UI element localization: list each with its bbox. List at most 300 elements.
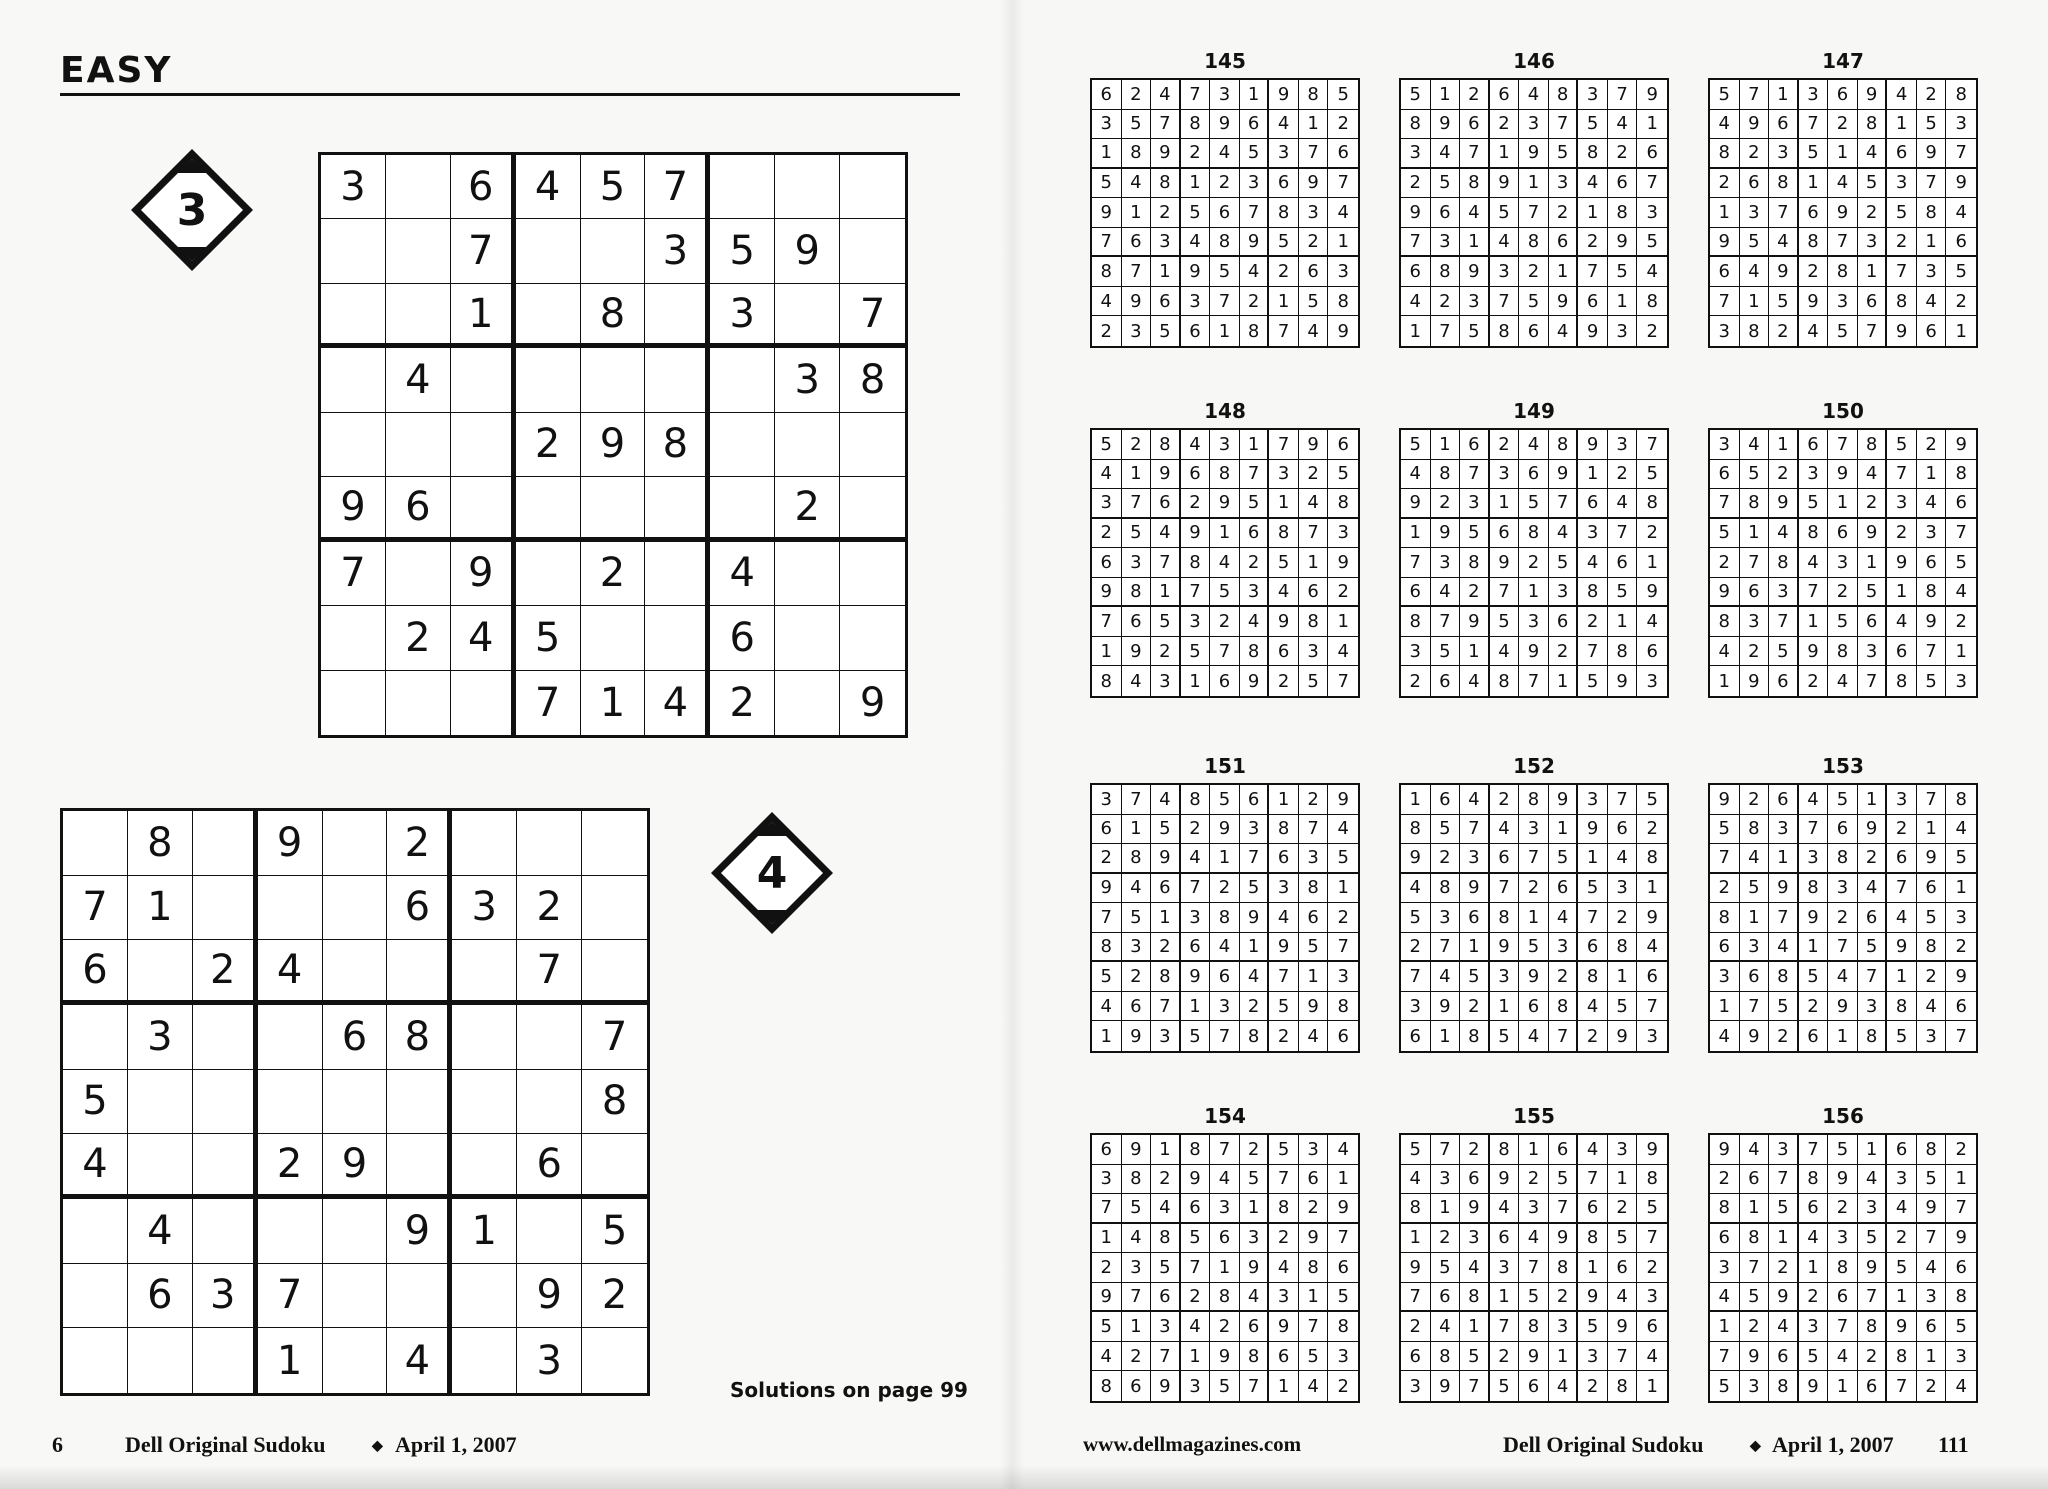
sudoku-cell <box>452 940 517 1005</box>
solution-grid <box>1399 428 1669 698</box>
solution-cell: 3 <box>1431 548 1461 578</box>
solution-cell: 5 <box>1769 637 1799 667</box>
solution-cell: 9 <box>1151 1371 1181 1401</box>
solution-cell: 7 <box>1269 316 1299 346</box>
solution-cell: 4 <box>1637 607 1667 637</box>
solution-cell: 4 <box>1431 962 1461 992</box>
solution-cell: 8 <box>1887 666 1917 696</box>
solution-cell: 2 <box>1519 874 1549 904</box>
solution-number: 146 <box>1513 49 1555 73</box>
solution-cell: 3 <box>1490 962 1520 992</box>
solution-cell: 1 <box>1092 637 1122 667</box>
sudoku-cell <box>321 284 386 348</box>
sudoku-cell: 4 <box>710 542 775 606</box>
solution-cell: 3 <box>1608 316 1638 346</box>
solution-cell: 1 <box>1490 1283 1520 1313</box>
solution-cell: 2 <box>1710 548 1740 578</box>
solution-cell: 2 <box>1092 519 1122 549</box>
solution-cell: 4 <box>1858 874 1888 904</box>
solution-cell: 1 <box>1710 992 1740 1022</box>
solution-cell: 8 <box>1608 1371 1638 1401</box>
solution-cell: 7 <box>1946 1194 1976 1224</box>
solution-cell: 7 <box>1299 139 1329 169</box>
solution-cell: 3 <box>1490 460 1520 490</box>
solution-grid <box>1090 783 1360 1053</box>
solution-cell: 2 <box>1740 637 1770 667</box>
solution-cell: 3 <box>1549 578 1579 608</box>
solution-cell: 3 <box>1519 110 1549 140</box>
solution-cell: 4 <box>1401 874 1431 904</box>
sudoku-cell <box>323 1264 388 1329</box>
sudoku-cell: 6 <box>451 155 516 219</box>
solution-cell: 3 <box>1122 316 1152 346</box>
solution-cell: 7 <box>1122 785 1152 815</box>
solution-cell: 8 <box>1549 992 1579 1022</box>
sudoku-cell <box>451 477 516 541</box>
solution-cell: 3 <box>1181 287 1211 317</box>
solution-cell: 9 <box>1637 80 1667 110</box>
solution-cell: 1 <box>1210 1253 1240 1283</box>
solution-cell: 3 <box>1769 578 1799 608</box>
solution-cell: 8 <box>1946 460 1976 490</box>
sudoku-cell <box>323 1070 388 1135</box>
solution-cell: 8 <box>1460 1021 1490 1051</box>
solution-grid <box>1708 428 1978 698</box>
sudoku-cell: 1 <box>581 671 646 735</box>
solution-cell: 3 <box>1122 548 1152 578</box>
solution-cell: 3 <box>1328 1342 1358 1372</box>
solution-cell: 7 <box>1549 1021 1579 1051</box>
solution-cell: 6 <box>1549 228 1579 258</box>
solution-cell: 6 <box>1740 1165 1770 1195</box>
solution-cell: 1 <box>1740 903 1770 933</box>
sudoku-cell <box>387 1264 452 1329</box>
solution-cell: 5 <box>1887 198 1917 228</box>
solution-cell: 5 <box>1240 139 1270 169</box>
solution-cell: 1 <box>1828 1371 1858 1401</box>
solution-cell: 8 <box>1299 80 1329 110</box>
solution-cell: 8 <box>1151 1224 1181 1254</box>
solution-cell: 9 <box>1151 460 1181 490</box>
solution-cell: 1 <box>1092 1021 1122 1051</box>
solution-cell: 3 <box>1828 1224 1858 1254</box>
sudoku-cell <box>451 671 516 735</box>
puzzle-grid-4 <box>60 808 650 1396</box>
sudoku-cell <box>323 1199 388 1264</box>
solution-cell: 8 <box>1490 903 1520 933</box>
solution-cell: 3 <box>1799 460 1829 490</box>
solution-cell: 4 <box>1858 139 1888 169</box>
solution-cell: 4 <box>1431 578 1461 608</box>
solution-cell: 2 <box>1151 637 1181 667</box>
solution-cell: 7 <box>1769 1165 1799 1195</box>
solution-cell: 7 <box>1799 815 1829 845</box>
solution-cell: 9 <box>1210 489 1240 519</box>
solution-cell: 2 <box>1092 316 1122 346</box>
solution-cell: 1 <box>1578 198 1608 228</box>
solution-block <box>1708 1103 1978 1403</box>
solution-cell: 1 <box>1210 844 1240 874</box>
sudoku-cell <box>582 1134 647 1199</box>
solution-cell: 9 <box>1858 519 1888 549</box>
sudoku-cell <box>452 1070 517 1135</box>
solution-cell: 4 <box>1240 962 1270 992</box>
solution-cell: 2 <box>1092 1253 1122 1283</box>
solution-cell: 3 <box>1299 844 1329 874</box>
solution-cell: 8 <box>1490 1135 1520 1165</box>
solution-cell: 2 <box>1092 844 1122 874</box>
solution-cell: 7 <box>1549 1194 1579 1224</box>
solution-cell: 3 <box>1210 1194 1240 1224</box>
solution-cell: 4 <box>1946 815 1976 845</box>
solution-cell: 5 <box>1151 607 1181 637</box>
solution-cell: 1 <box>1328 874 1358 904</box>
solution-cell: 5 <box>1460 962 1490 992</box>
solution-cell: 9 <box>1122 637 1152 667</box>
sudoku-cell: 9 <box>323 1134 388 1199</box>
solution-cell: 8 <box>1299 874 1329 904</box>
solution-cell: 7 <box>1917 785 1947 815</box>
solution-cell: 4 <box>1887 607 1917 637</box>
solution-cell: 3 <box>1740 933 1770 963</box>
sudoku-cell: 3 <box>128 1005 193 1070</box>
solution-cell: 8 <box>1151 169 1181 199</box>
solution-cell: 4 <box>1740 430 1770 460</box>
solution-cell: 1 <box>1299 110 1329 140</box>
sudoku-cell <box>517 1005 582 1070</box>
solution-cell: 4 <box>1858 460 1888 490</box>
solution-cell: 9 <box>1710 785 1740 815</box>
solution-cell: 2 <box>1769 316 1799 346</box>
solution-cell: 6 <box>1210 666 1240 696</box>
solution-cell: 5 <box>1917 1165 1947 1195</box>
solution-cell: 6 <box>1710 1224 1740 1254</box>
solution-cell: 7 <box>1740 1253 1770 1283</box>
solution-cell: 2 <box>1858 1342 1888 1372</box>
solution-cell: 9 <box>1578 316 1608 346</box>
solution-cell: 8 <box>1460 548 1490 578</box>
solution-cell: 6 <box>1490 844 1520 874</box>
solution-cell: 6 <box>1946 992 1976 1022</box>
solution-cell: 7 <box>1299 1312 1329 1342</box>
solution-cell: 1 <box>1401 519 1431 549</box>
solution-cell: 5 <box>1328 460 1358 490</box>
sudoku-cell <box>645 542 710 606</box>
solution-cell: 5 <box>1181 198 1211 228</box>
solution-cell: 9 <box>1799 637 1829 667</box>
sudoku-cell: 2 <box>710 671 775 735</box>
solution-cell: 8 <box>1740 1224 1770 1254</box>
solution-cell: 9 <box>1578 1283 1608 1313</box>
solution-cell: 7 <box>1210 1135 1240 1165</box>
solution-cell: 9 <box>1710 228 1740 258</box>
solution-cell: 5 <box>1328 1283 1358 1313</box>
solution-cell: 7 <box>1858 962 1888 992</box>
solution-cell: 2 <box>1181 1283 1211 1313</box>
date-right: April 1, 2007 <box>1772 1432 1894 1457</box>
solution-cell: 6 <box>1092 815 1122 845</box>
solution-cell: 8 <box>1328 287 1358 317</box>
solution-cell: 9 <box>1460 874 1490 904</box>
page-bottom-shadow <box>0 1465 2048 1489</box>
solutions-note: Solutions on page 99 <box>730 1378 968 1402</box>
solution-cell: 6 <box>1887 1135 1917 1165</box>
solution-cell: 8 <box>1092 666 1122 696</box>
solution-cell: 7 <box>1240 844 1270 874</box>
solution-cell: 1 <box>1328 607 1358 637</box>
solution-cell: 5 <box>1092 962 1122 992</box>
solution-cell: 7 <box>1269 430 1299 460</box>
sudoku-cell <box>452 1264 517 1329</box>
solution-cell: 2 <box>1799 1283 1829 1313</box>
solution-cell: 9 <box>1637 1135 1667 1165</box>
solution-cell: 1 <box>1858 1135 1888 1165</box>
solution-cell: 7 <box>1401 962 1431 992</box>
solution-cell: 5 <box>1858 578 1888 608</box>
solution-cell: 6 <box>1269 1342 1299 1372</box>
sudoku-cell <box>193 876 258 941</box>
solution-cell: 2 <box>1210 1312 1240 1342</box>
solution-cell: 1 <box>1490 139 1520 169</box>
solution-cell: 6 <box>1151 489 1181 519</box>
solution-cell: 2 <box>1401 1312 1431 1342</box>
solution-cell: 4 <box>1955 1375 1967 1397</box>
solution-cell: 1 <box>1578 1253 1608 1283</box>
solution-cell: 4 <box>1799 548 1829 578</box>
solution-cell: 9 <box>1240 1253 1270 1283</box>
solution-cell: 3 <box>1490 257 1520 287</box>
sudoku-cell: 6 <box>323 1005 388 1070</box>
sudoku-cell <box>193 1070 258 1135</box>
solution-cell: 5 <box>1637 785 1667 815</box>
solution-cell: 8 <box>1240 637 1270 667</box>
solution-cell: 5 <box>1578 666 1608 696</box>
solution-cell: 4 <box>1181 228 1211 258</box>
solution-cell: 2 <box>1401 666 1431 696</box>
solution-cell: 5 <box>1578 1312 1608 1342</box>
solution-cell: 3 <box>1431 228 1461 258</box>
solution-cell: 4 <box>1299 316 1329 346</box>
solution-block <box>1399 398 1669 698</box>
solution-cell: 7 <box>1122 257 1152 287</box>
solution-cell: 1 <box>1519 903 1549 933</box>
solution-cell: 7 <box>1828 228 1858 258</box>
solution-cell: 9 <box>1549 460 1579 490</box>
solution-cell: 5 <box>1401 903 1431 933</box>
solution-cell: 9 <box>1608 666 1638 696</box>
solution-cell: 8 <box>1637 1165 1667 1195</box>
solution-cell: 4 <box>1122 1224 1152 1254</box>
solution-cell: 9 <box>1210 815 1240 845</box>
solution-cell: 3 <box>1401 992 1431 1022</box>
solution-cell: 8 <box>1122 1165 1152 1195</box>
solution-cell: 3 <box>1799 80 1829 110</box>
solution-cell: 9 <box>1799 1371 1829 1401</box>
solution-cell: 6 <box>1181 933 1211 963</box>
solution-cell: 3 <box>1578 1342 1608 1372</box>
solution-cell: 2 <box>1858 198 1888 228</box>
solution-cell: 2 <box>1710 874 1740 904</box>
sudoku-cell: 4 <box>128 1199 193 1264</box>
solution-cell: 1 <box>1710 198 1740 228</box>
solution-cell: 3 <box>1740 198 1770 228</box>
solution-cell: 6 <box>1578 489 1608 519</box>
solution-cell: 7 <box>1917 1224 1947 1254</box>
solution-grid <box>1399 78 1669 348</box>
solution-cell: 7 <box>1181 80 1211 110</box>
solution-cell: 8 <box>1637 287 1667 317</box>
solution-cell: 3 <box>1946 903 1976 933</box>
solution-cell: 3 <box>1460 844 1490 874</box>
sudoku-cell: 2 <box>193 940 258 1005</box>
solution-cell: 5 <box>1460 519 1490 549</box>
solution-cell: 6 <box>1181 460 1211 490</box>
sudoku-cell <box>387 1070 452 1135</box>
sudoku-cell: 2 <box>581 542 646 606</box>
solution-cell: 4 <box>1460 785 1490 815</box>
solution-cell: 9 <box>1490 548 1520 578</box>
solution-cell: 3 <box>1151 228 1181 258</box>
sudoku-cell: 4 <box>63 1134 128 1199</box>
solution-cell: 6 <box>1637 962 1667 992</box>
solution-cell: 3 <box>1710 1253 1740 1283</box>
solution-cell: 9 <box>1210 1342 1240 1372</box>
sudoku-cell: 2 <box>582 1264 647 1329</box>
solution-cell: 9 <box>1328 1194 1358 1224</box>
solution-cell: 3 <box>1946 110 1976 140</box>
sudoku-cell: 2 <box>258 1134 323 1199</box>
solution-block <box>1090 48 1360 348</box>
solution-cell: 3 <box>1519 815 1549 845</box>
solution-cell: 8 <box>1460 1283 1490 1313</box>
solution-cell: 3 <box>1490 1253 1520 1283</box>
solution-cell: 1 <box>1549 666 1579 696</box>
solution-cell: 2 <box>1210 607 1240 637</box>
sudoku-cell <box>258 876 323 941</box>
solution-cell: 2 <box>1151 198 1181 228</box>
sudoku-cell <box>645 348 710 412</box>
solution-cell: 8 <box>1828 844 1858 874</box>
solution-cell: 7 <box>1637 169 1667 199</box>
solution-cell: 6 <box>1799 1021 1829 1051</box>
solution-cell: 1 <box>1240 1194 1270 1224</box>
solution-cell: 3 <box>1946 1342 1976 1372</box>
solution-cell: 8 <box>1769 962 1799 992</box>
sudoku-cell <box>516 284 581 348</box>
solution-cell: 7 <box>1328 169 1358 199</box>
solution-cell: 8 <box>1519 785 1549 815</box>
solution-cell: 6 <box>1769 666 1799 696</box>
solution-cell: 4 <box>1608 110 1638 140</box>
solution-cell: 7 <box>1887 874 1917 904</box>
solution-cell: 6 <box>1608 548 1638 578</box>
solution-cell: 6 <box>1887 139 1917 169</box>
solution-cell: 2 <box>1887 1224 1917 1254</box>
solution-cell: 3 <box>1092 110 1122 140</box>
solution-cell: 4 <box>1299 1021 1329 1051</box>
solution-cell: 4 <box>1092 287 1122 317</box>
solution-cell: 5 <box>1917 110 1947 140</box>
solution-cell: 4 <box>1740 257 1770 287</box>
solution-grid <box>1399 1133 1669 1403</box>
solution-cell: 2 <box>1519 1165 1549 1195</box>
solution-cell: 5 <box>1740 460 1770 490</box>
solution-cell: 2 <box>1490 430 1520 460</box>
solution-cell: 7 <box>1549 489 1579 519</box>
solution-cell: 1 <box>1181 169 1211 199</box>
sudoku-cell <box>710 348 775 412</box>
solution-cell: 6 <box>1519 1371 1549 1401</box>
solution-cell: 9 <box>1299 169 1329 199</box>
solution-cell: 5 <box>1917 666 1947 696</box>
solution-cell: 5 <box>1122 903 1152 933</box>
solution-cell: 7 <box>1799 110 1829 140</box>
solution-cell: 3 <box>1917 1283 1947 1313</box>
solution-cell: 1 <box>1578 460 1608 490</box>
solution-cell: 7 <box>1151 110 1181 140</box>
solution-cell: 5 <box>1269 1135 1299 1165</box>
solution-cell: 6 <box>1917 316 1947 346</box>
solution-cell: 1 <box>1769 80 1799 110</box>
solution-cell: 8 <box>1799 1165 1829 1195</box>
solution-cell: 1 <box>1799 933 1829 963</box>
sudoku-cell: 4 <box>387 1328 452 1393</box>
solution-cell: 6 <box>1828 80 1858 110</box>
solution-cell: 8 <box>1181 110 1211 140</box>
solution-cell: 3 <box>1460 287 1490 317</box>
solution-cell: 5 <box>1269 992 1299 1022</box>
solution-cell: 2 <box>1299 460 1329 490</box>
solution-cell: 5 <box>1637 460 1667 490</box>
solution-cell: 5 <box>1578 110 1608 140</box>
solution-cell: 8 <box>1710 139 1740 169</box>
solution-block <box>1708 398 1978 698</box>
solution-cell: 6 <box>1299 257 1329 287</box>
solution-cell: 4 <box>1240 1283 1270 1313</box>
solution-cell: 9 <box>1269 1312 1299 1342</box>
solution-cell: 2 <box>1799 992 1829 1022</box>
solution-cell: 8 <box>1210 460 1240 490</box>
solution-cell: 8 <box>1401 1194 1431 1224</box>
solution-cell: 6 <box>1460 430 1490 460</box>
solution-cell: 9 <box>1887 933 1917 963</box>
sudoku-cell <box>581 606 646 670</box>
solution-cell: 7 <box>1240 460 1270 490</box>
solution-grid <box>1090 1133 1360 1403</box>
solution-cell: 4 <box>1092 1342 1122 1372</box>
sudoku-cell <box>63 1328 128 1393</box>
solution-cell: 4 <box>1740 1135 1770 1165</box>
solution-cell: 5 <box>1490 607 1520 637</box>
solution-cell: 9 <box>1710 1135 1740 1165</box>
solution-cell: 2 <box>1828 110 1858 140</box>
sudoku-cell: 6 <box>387 876 452 941</box>
solution-cell: 5 <box>1240 1165 1270 1195</box>
solution-cell: 8 <box>1769 169 1799 199</box>
solution-cell: 9 <box>1431 110 1461 140</box>
sudoku-cell <box>258 1199 323 1264</box>
solution-cell: 5 <box>1460 316 1490 346</box>
solution-cell: 3 <box>1858 637 1888 667</box>
solution-cell: 8 <box>1637 489 1667 519</box>
solution-cell: 8 <box>1887 992 1917 1022</box>
solution-cell: 4 <box>1431 139 1461 169</box>
solution-cell: 8 <box>1799 228 1829 258</box>
solution-cell: 7 <box>1710 844 1740 874</box>
solution-cell: 9 <box>1549 785 1579 815</box>
level-number: 3 <box>176 184 208 236</box>
solution-cell: 4 <box>1637 1342 1667 1372</box>
